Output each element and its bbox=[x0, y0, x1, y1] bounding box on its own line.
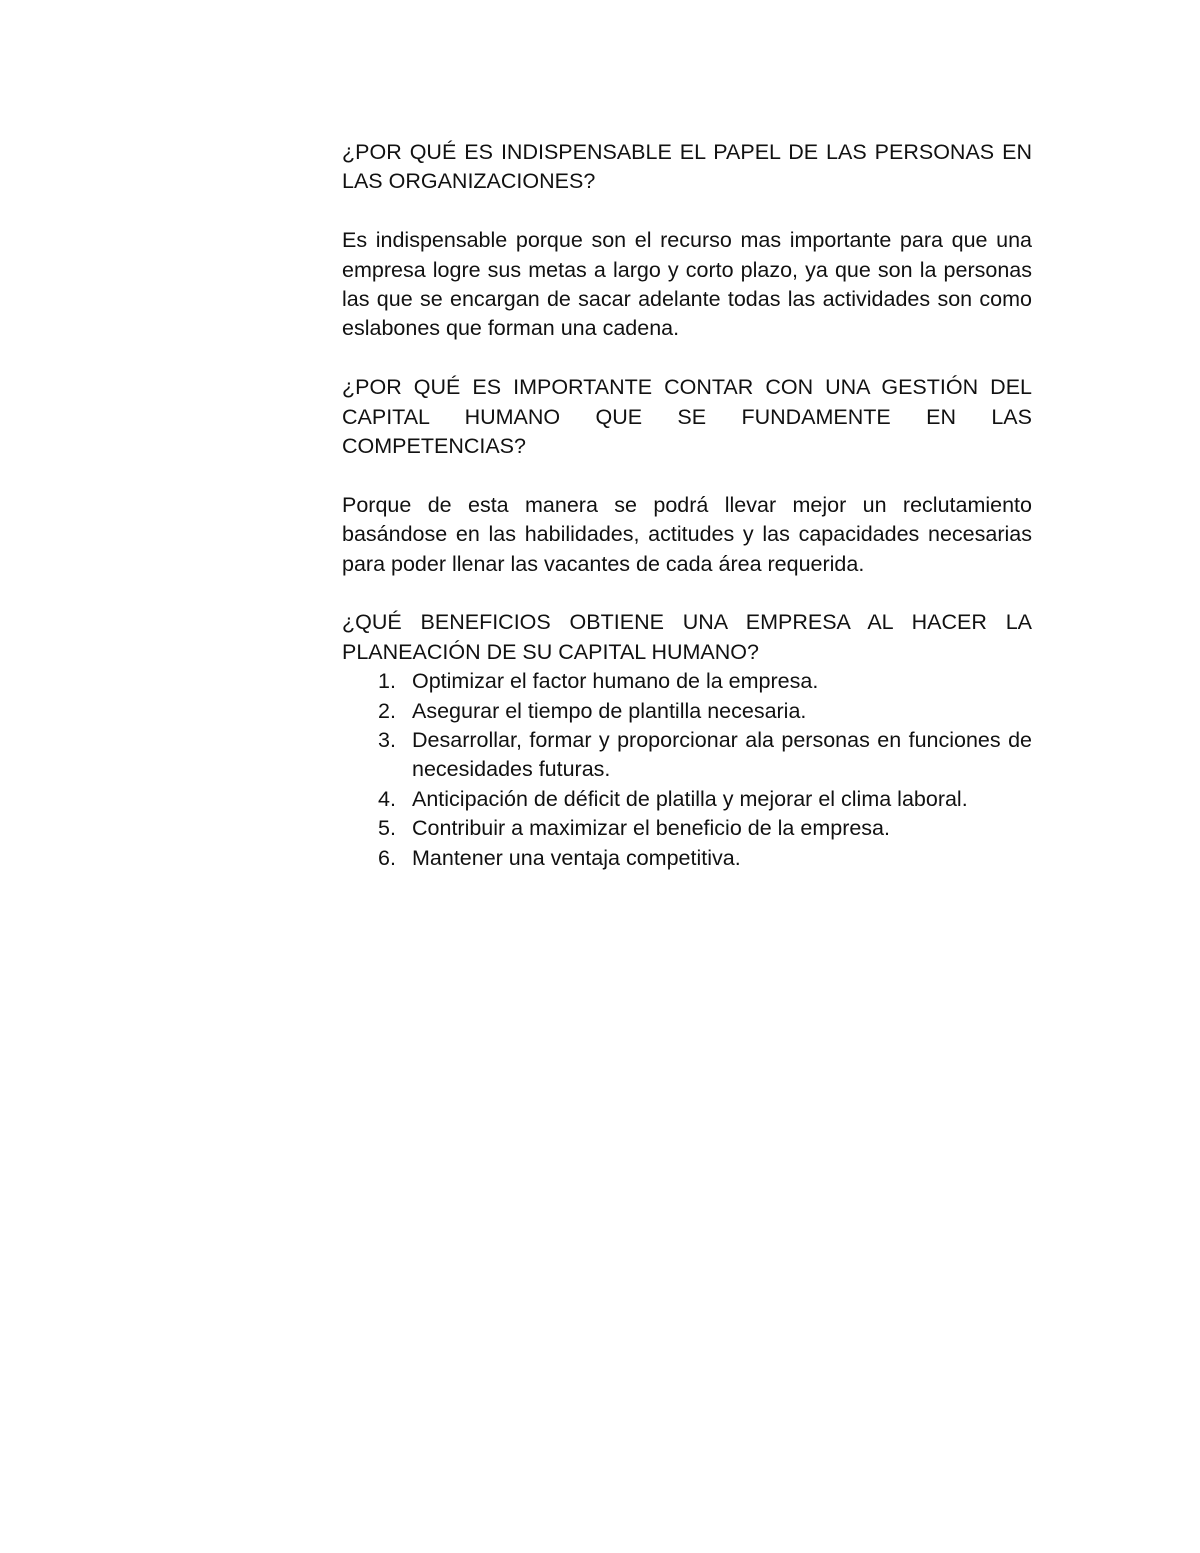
list-item-text: Asegurar el tiempo de plantilla necesaria. bbox=[412, 698, 807, 723]
question-1-heading: ¿POR QUÉ ES INDISPENSABLE EL PAPEL DE LAS PERSONAS EN LAS ORGANIZACIONES? bbox=[342, 140, 1032, 194]
answer-2-paragraph: Porque de esta manera se podrá llevar mejor un reclutamiento basándose en las habilidades, actitudes y las capacidades necesarias para poder llenar las vacantes de cada área requerida. bbox=[342, 492, 1032, 576]
list-item-number: 3. bbox=[378, 728, 396, 753]
answer-1-paragraph: Es indispensable porque son el recurso mas importante para que una empresa logre sus metas a largo y corto plazo, ya que son la personas las que se encargan de sacar adelante todas las actividades son como eslabones que forman una cadena. bbox=[342, 228, 1032, 341]
question-2-heading: ¿POR QUÉ ES IMPORTANTE CONTAR CON UNA GESTIÓN DEL CAPITAL HUMANO QUE SE FUNDAMENTE EN LAS COMPETENCIAS? bbox=[342, 375, 1032, 459]
list-item-text: Desarrollar, formar y proporcionar ala personas en funciones de necesidades futuras. bbox=[412, 728, 1032, 782]
list-item-number: 4. bbox=[378, 786, 396, 811]
list-item-number: 2. bbox=[378, 698, 396, 723]
list-item-text: Optimizar el factor humano de la empresa. bbox=[412, 669, 819, 694]
list-item bbox=[342, 814, 1032, 843]
list-item bbox=[342, 667, 1032, 696]
paragraph-spacer bbox=[342, 579, 1032, 608]
list-item bbox=[342, 844, 1032, 873]
paragraph-spacer bbox=[342, 344, 1032, 373]
list-item bbox=[342, 697, 1032, 726]
paragraph-spacer bbox=[342, 197, 1032, 226]
document-page bbox=[342, 138, 1032, 873]
question-3-heading: ¿QUÉ BENEFICIOS OBTIENE UNA EMPRESA AL HACER LA PLANEACIÓN DE SU CAPITAL HUMANO? bbox=[342, 610, 1032, 664]
list-item bbox=[342, 726, 1032, 785]
paragraph-spacer bbox=[342, 461, 1032, 490]
list-item-number: 5. bbox=[378, 816, 396, 841]
list-item-number: 1. bbox=[378, 669, 396, 694]
benefits-list bbox=[342, 667, 1032, 873]
list-item-text: Mantener una ventaja competitiva. bbox=[412, 845, 741, 870]
list-item-number: 6. bbox=[378, 845, 396, 870]
list-item-text: Contribuir a maximizar el beneficio de la empresa. bbox=[412, 816, 890, 841]
list-item-text: Anticipación de déficit de platilla y mejorar el clima laboral. bbox=[412, 786, 968, 811]
list-item bbox=[342, 785, 1032, 814]
